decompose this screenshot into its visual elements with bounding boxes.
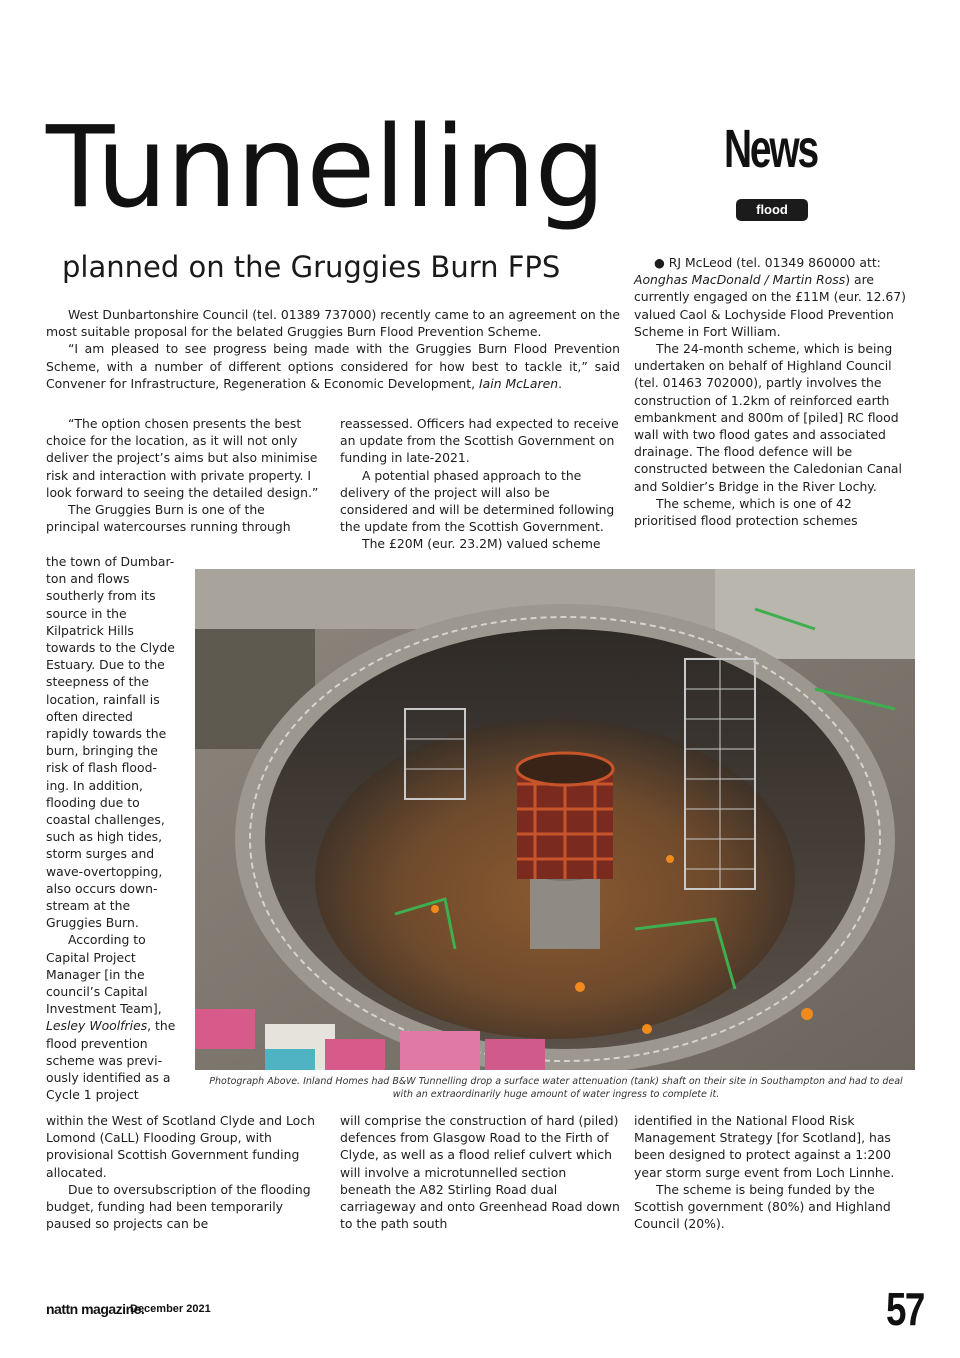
page-number: 57: [886, 1283, 924, 1335]
column-1-top: [46, 415, 322, 535]
manager-name: Lesley Woolfries: [46, 1018, 148, 1034]
col2-paragraph-1: reassessed. Officers had expected to receive an update from the Scottish Government on funding in late-2021.: [340, 416, 619, 466]
col3-paragraph-3: The scheme, which is one of 42 prioritised flood protection schemes: [634, 495, 858, 529]
col1-wrap-line: scheme was previ-: [46, 1052, 163, 1068]
photo-caption: Photograph Above. Inland Homes had B&W Tunnelling drop a surface water attenuation (tank) shaft on their site in Southampton and had to deal with an extraordinarily huge amount of water ingress to complete it.: [209, 1076, 903, 1100]
shaft-illustration: [195, 569, 915, 1070]
col1-wrap-line: often directed: [46, 708, 133, 724]
col1-wrap-line: Estuary. Due to the: [46, 657, 165, 673]
column-2-top: [340, 415, 620, 553]
subheadline: planned on the Gruggies Burn FPS: [62, 250, 561, 284]
col2-paragraph-2: A potential phased approach to the delivery of the project will also be considered and will be determined following the update from the Scottish Government.: [340, 467, 615, 535]
col1-wrap-line: council’s Capital: [46, 984, 148, 1000]
shaft-photograph: [195, 569, 915, 1070]
col1-wrap-line: steepness of the: [46, 674, 149, 690]
col1-wrap-line: location, rainfall is: [46, 691, 160, 707]
intro-text: [46, 306, 620, 392]
column-2-bottom: [340, 1112, 620, 1232]
col1-wrap-line: Gruggies Burn.: [46, 915, 139, 931]
section-label: News: [724, 119, 817, 179]
headline: Tunnelling: [46, 103, 605, 233]
column-1-bottom: [46, 1112, 324, 1232]
col1-wrap-line: ing. In addition,: [46, 777, 143, 793]
col1-wrap-line: Lesley Woolfries, the: [46, 1018, 176, 1034]
col1-wrap-line: coastal challenges,: [46, 812, 165, 828]
col1-wrap-line: flood prevention: [46, 1035, 148, 1051]
col1-wrap-line: wave-overtopping,: [46, 863, 163, 879]
col2-bottom-paragraph: will comprise the construction of hard (piled) defences from Glasgow Road to the Firth of Clyde, as well as a flood relief culvert which will involve a microtunnelled section beneath the A82 Stirling Road dual carriageway and onto Greenhead Road down to the path south: [340, 1113, 620, 1232]
col1-wrap-line: burn, bringing the: [46, 743, 158, 759]
col1-paragraph-2: The Gruggies Burn is one of the principal watercourses running through: [46, 502, 291, 535]
col1-bottom-paragraph-1: within the West of Scotland Clyde and Loch Lomond (CaLL) Flooding Group, with provisional Scottish Government funding allocated.: [46, 1113, 315, 1180]
col1-wrap-line: Investment Team],: [46, 1001, 162, 1017]
col1-paragraph-1: “The option chosen presents the best choice for the location, as it will not only deliver the project’s aims but also minimise risk and interaction with private property. I look forward to seeing the detailed design.”: [46, 416, 319, 500]
col1-bottom-paragraph-2: Due to oversubscription of the flooding budget, funding had been temporarily paused so projects can be: [46, 1181, 311, 1232]
col1-wrap-line: storm surges and: [46, 846, 155, 862]
col1-wrap-line: towards to the Clyde: [46, 640, 175, 656]
col1-wrap-line: Manager [in the: [46, 966, 145, 982]
col1-wrap-line: the town of Dumbar-: [46, 554, 175, 569]
column-3-bottom: [634, 1112, 912, 1232]
intro-paragraph-2: “I am pleased to see progress being made with the Gruggies Burn Flood Prevention Scheme, with a number of different options considered for how best to tackle it,” said Convener for Infrastructure, Regeneration & Economic Development, Iain McLaren.: [46, 341, 620, 391]
issue-date: December 2021: [130, 1303, 211, 1315]
col1-wrap-line: ously identified as a: [46, 1070, 171, 1086]
col3-paragraph-1: ● RJ McLeod (tel. 01349 860000 att: Aonghas MacDonald / Martin Ross) are currently engaged on the £11M (eur. 12.67) valued Caol & Lochyside Flood Prevention Scheme in Fort William.: [634, 255, 907, 339]
col3-bottom-paragraph-2: The scheme is being funded by the Scottish government (80%) and Highland Council (20%).: [634, 1181, 891, 1232]
convener-name: Iain McLaren: [479, 375, 559, 391]
col3-paragraph-2: The 24-month scheme, which is being undertaken on behalf of Highland Council (tel. 01463 702000), partly involves the construction of 1.2km of reinforced earth embankment and 800m of [piled] RC flood wall with two flood gates and associated drainage. The flood defence will be constructed between the Caledonian Canal and Soldier’s Bridge in the River Lochy.: [634, 341, 902, 494]
col1-wrap-line: Capital Project: [46, 949, 136, 965]
col1-wrap-line: southerly from its: [46, 588, 156, 604]
col3-bottom-paragraph-1: identified in the National Flood Risk Management Strategy [for Scotland], has been designed to protect against a 1:200 year storm surge event from Loch Linnhe.: [634, 1113, 895, 1180]
col1-wrap-line: ton and flows: [46, 571, 130, 587]
col1-wrap-line: According to: [68, 932, 146, 948]
col1-wrap-line: flooding due to: [46, 794, 140, 810]
col1-wrap-line: also occurs down-: [46, 880, 158, 896]
column-1-wrap: [46, 553, 194, 1104]
magazine-name: nattn magazine.: [46, 1301, 145, 1317]
col1-wrap-line: Kilpatrick Hills: [46, 622, 134, 638]
category-tag: flood: [736, 199, 808, 221]
intro-paragraph-1: West Dunbartonshire Council (tel. 01389 737000) recently came to an agreement on the most suitable proposal for the belated Gruggies Burn Flood Prevention Scheme.: [46, 307, 620, 340]
col1-wrap-line: rapidly towards the: [46, 726, 167, 742]
col1-wrap-line: such as high tides,: [46, 829, 163, 845]
col1-wrap-line: Cycle 1 project: [46, 1087, 139, 1103]
contact-names: Aonghas MacDonald / Martin Ross: [634, 272, 846, 288]
column-3-top: [634, 254, 910, 529]
col1-wrap-line: stream at the: [46, 898, 131, 914]
col1-wrap-line: source in the: [46, 605, 127, 621]
col1-wrap-line: risk of flash flood-: [46, 760, 157, 776]
col2-paragraph-3: The £20M (eur. 23.2M) valued scheme: [362, 536, 601, 552]
